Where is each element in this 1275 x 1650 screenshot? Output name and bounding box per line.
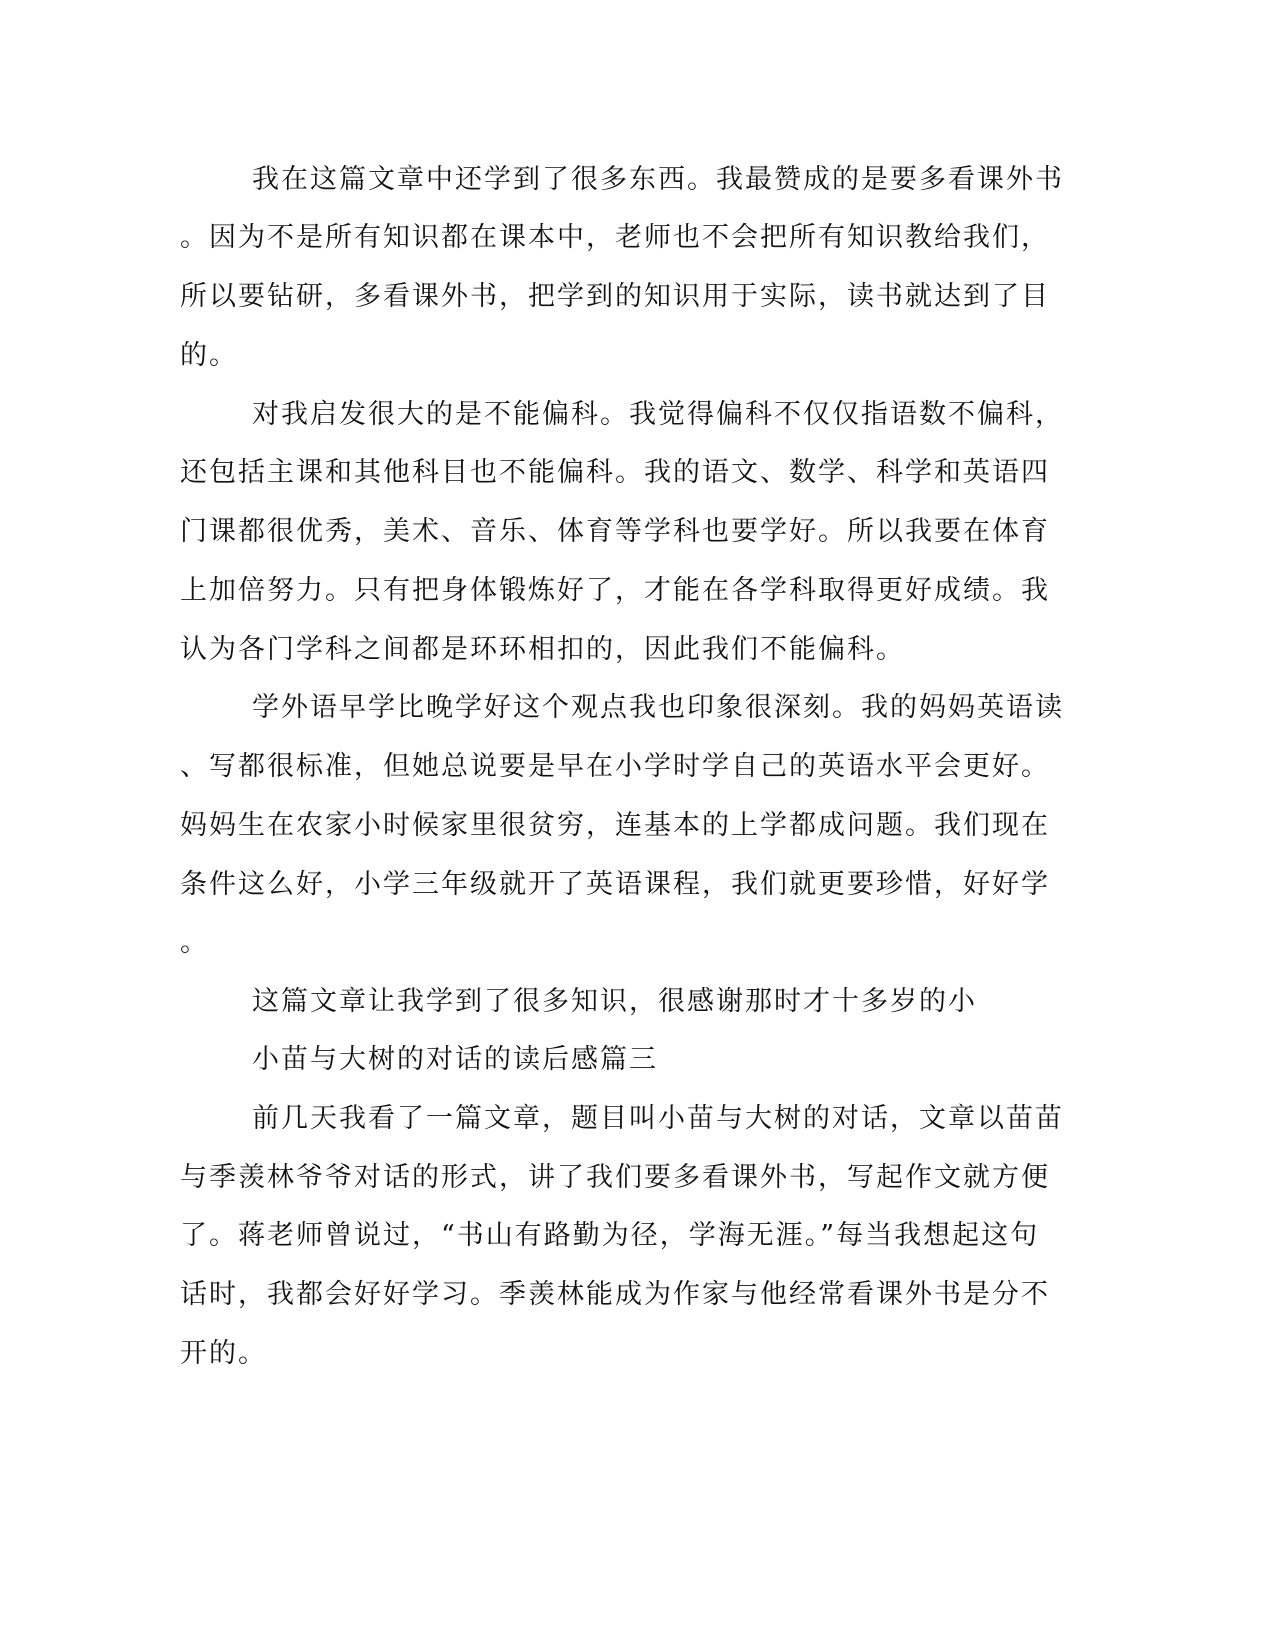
text-line: 上加倍努力。只有把身体锻炼好了，才能在各学科取得更好成绩。我 [180, 575, 1050, 606]
text-line: 妈妈生在农家小时候家里很贫穷，连基本的上学都成问题。我们现在 [180, 810, 1050, 841]
text-line: 条件这么好，小学三年级就开了英语课程，我们就更要珍惜，好好学 [180, 869, 1050, 900]
text-line: 的。 [180, 340, 238, 371]
text-line: 学外语早学比晚学好这个观点我也印象很深刻。我的妈妈英语读 [252, 692, 1064, 723]
text-line: 话时，我都会好好学习。季羡林能成为作家与他经常看课外书是分不 [180, 1279, 1050, 1310]
text-line: 认为各门学科之间都是环环相扣的，因此我们不能偏科。 [180, 634, 905, 665]
text-line: 。 [180, 927, 209, 958]
text-line: 开的。 [180, 1338, 267, 1369]
section-heading: 小苗与大树的对话的读后感篇三 [252, 1044, 658, 1075]
text-line: 我在这篇文章中还学到了很多东西。我最赞成的是要多看课外书 [252, 164, 1064, 195]
text-line: 了。蒋老师曾说过，“书山有路勤为径，学海无涯。”每当我想起这句 [180, 1220, 1040, 1251]
text-line: 、写都很标准，但她总说要是早在小学时学自己的英语水平会更好。 [180, 751, 1050, 782]
text-line: 还包括主课和其他科目也不能偏科。我的语文、数学、科学和英语四 [180, 457, 1050, 488]
text-line: 对我启发很大的是不能偏科。我觉得偏科不仅仅指语数不偏科， [252, 399, 1064, 430]
text-line: 门课都很优秀，美术、音乐、体育等学科也要学好。所以我要在体育 [180, 516, 1050, 547]
text-line: 所以要钻研，多看课外书，把学到的知识用于实际，读书就达到了目 [180, 281, 1050, 312]
text-line: 。因为不是所有知识都在课本中，老师也不会把所有知识教给我们， [180, 222, 1050, 253]
text-line: 这篇文章让我学到了很多知识，很感谢那时才十多岁的小 [252, 986, 977, 1017]
text-line: 与季羡林爷爷对话的形式，讲了我们要多看课外书，写起作文就方便 [180, 1162, 1050, 1193]
text-line: 前几天我看了一篇文章，题目叫小苗与大树的对话，文章以苗苗 [252, 1103, 1064, 1134]
